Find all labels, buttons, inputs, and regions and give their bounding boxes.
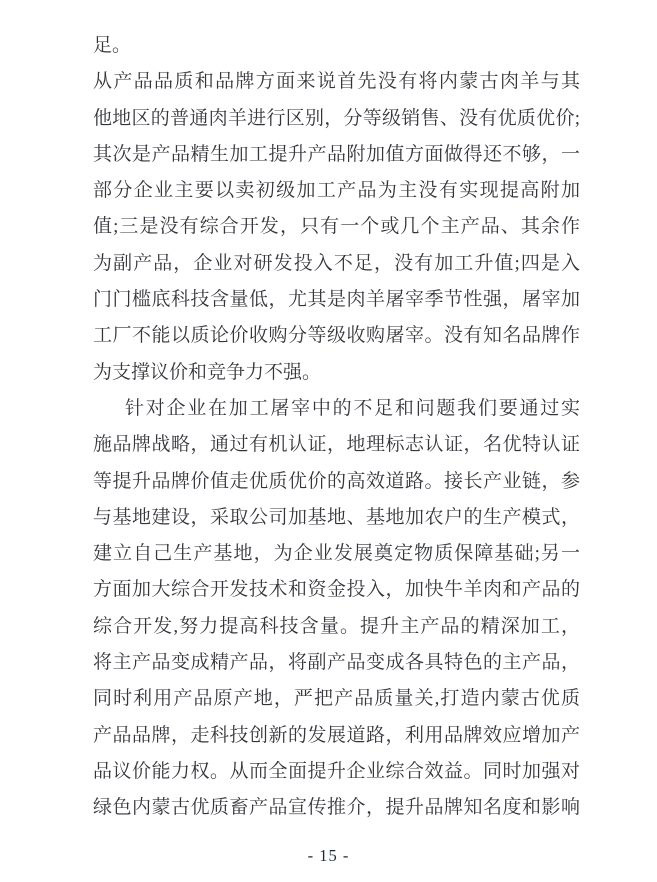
page-number: - 15 - [307, 846, 350, 865]
text-line: 从产品品质和品牌方面来说首先没有将内蒙古肉羊与其 [93, 71, 580, 93]
text-line: 同时利用产品原产地，严把产品质量关,打造内蒙古优质 [93, 688, 580, 710]
text-line: 综合开发,努力提高科技含量。提升主产品的精深加工， [93, 615, 580, 637]
text-line: 方面加大综合开发技术和资金投入，加快牛羊肉和产品的 [93, 579, 580, 601]
text-line: 工厂不能以质论价收购分等级收购屠宰。没有知名品牌作 [93, 325, 580, 347]
text-line: 他地区的普通肉羊进行区别，分等级销售、没有优质优价; [93, 107, 580, 129]
text-line: 品议价能力权。从而全面提升企业综合效益。同时加强对 [93, 760, 580, 782]
text-line: 为支撑议价和竞争力不强。 [93, 361, 322, 383]
text-line: 值;三是没有综合开发，只有一个或几个主产品、其余作 [93, 216, 580, 238]
text-line: 与基地建设，采取公司加基地、基地加农户的生产模式， [93, 506, 580, 528]
text-line: 部分企业主要以卖初级加工产品为主没有实现提高附加 [93, 180, 580, 202]
text-line: 等提升品牌价值走优质优价的高效道路。接长产业链，参 [93, 470, 580, 492]
text-line: 针对企业在加工屠宰中的不足和问题我们要通过实 [125, 397, 580, 419]
text-line: 门门槛底科技含量低，尤其是肉羊屠宰季节性强，屠宰加 [93, 289, 580, 311]
text-line: 其次是产品精生加工提升产品附加值方面做得还不够，一 [93, 143, 580, 165]
document-text [93, 28, 580, 827]
text-line: 建立自己生产基地，为企业发展奠定物质保障基础;另一 [93, 543, 580, 565]
text-line: 施品牌战略，通过有机认证，地理标志认证，名优特认证 [93, 434, 580, 456]
text-line: 足。 [93, 35, 132, 56]
text-line: 绿色内蒙古优质畜产品宣传推介，提升品牌知名度和影响 [93, 797, 580, 819]
text-line: 产品品牌，走科技创新的发展道路，利用品牌效应增加产 [93, 724, 580, 746]
text-line: 为副产品，企业对研发投入不足，没有加工升值;四是入 [93, 252, 580, 274]
text-line: 将主产品变成精产品，将副产品变成各具特色的主产品， [93, 652, 580, 674]
